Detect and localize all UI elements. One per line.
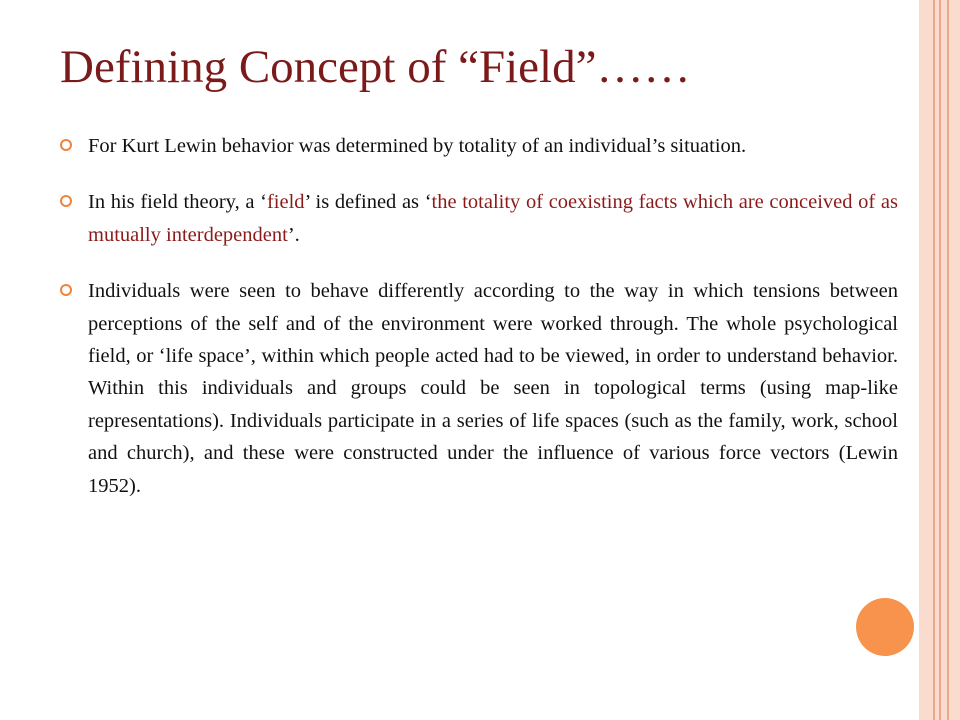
border-stripe: [939, 0, 941, 720]
border-stripe: [947, 0, 949, 720]
border-stripe: [933, 0, 935, 720]
bullet-circle-icon: [60, 195, 72, 207]
bullet-text: ’.: [287, 223, 300, 246]
bullet-item: [60, 275, 898, 502]
highlight-definition: the totality of coexisting facts which are conceived of as mutually interdependent: [88, 191, 898, 246]
bullet-item: [60, 186, 898, 251]
bullet-circle-icon: [60, 139, 72, 151]
bullet-item: [60, 130, 898, 162]
bullet-text: ’ is defined as ‘: [304, 191, 432, 214]
decorative-orange-circle: [856, 598, 914, 656]
bullet-list: [60, 130, 898, 526]
decorative-right-border: [919, 0, 960, 720]
highlight-term-field: field: [266, 191, 305, 214]
bullet-text: Individuals were seen to behave differently according to the way in which tensions between perceptions of the self and of the environment were worked through. The whole psychological field, or ‘life space’, within which people acted had to be viewed, in order to understand behavior. Within this individuals and groups could be seen in topological terms (using map-like representations). Individuals participate in a series of life spaces (such as the family, work, school and church), and these were constructed under the influence of various force vectors (Lewin 1952).: [88, 280, 898, 497]
bullet-circle-icon: [60, 284, 72, 296]
bullet-text: For Kurt Lewin behavior was determined by totality of an individual’s situation.: [88, 135, 747, 157]
slide-title: Defining Concept of “Field”……: [60, 41, 691, 93]
bullet-text: In his field theory, a ‘: [88, 191, 267, 214]
